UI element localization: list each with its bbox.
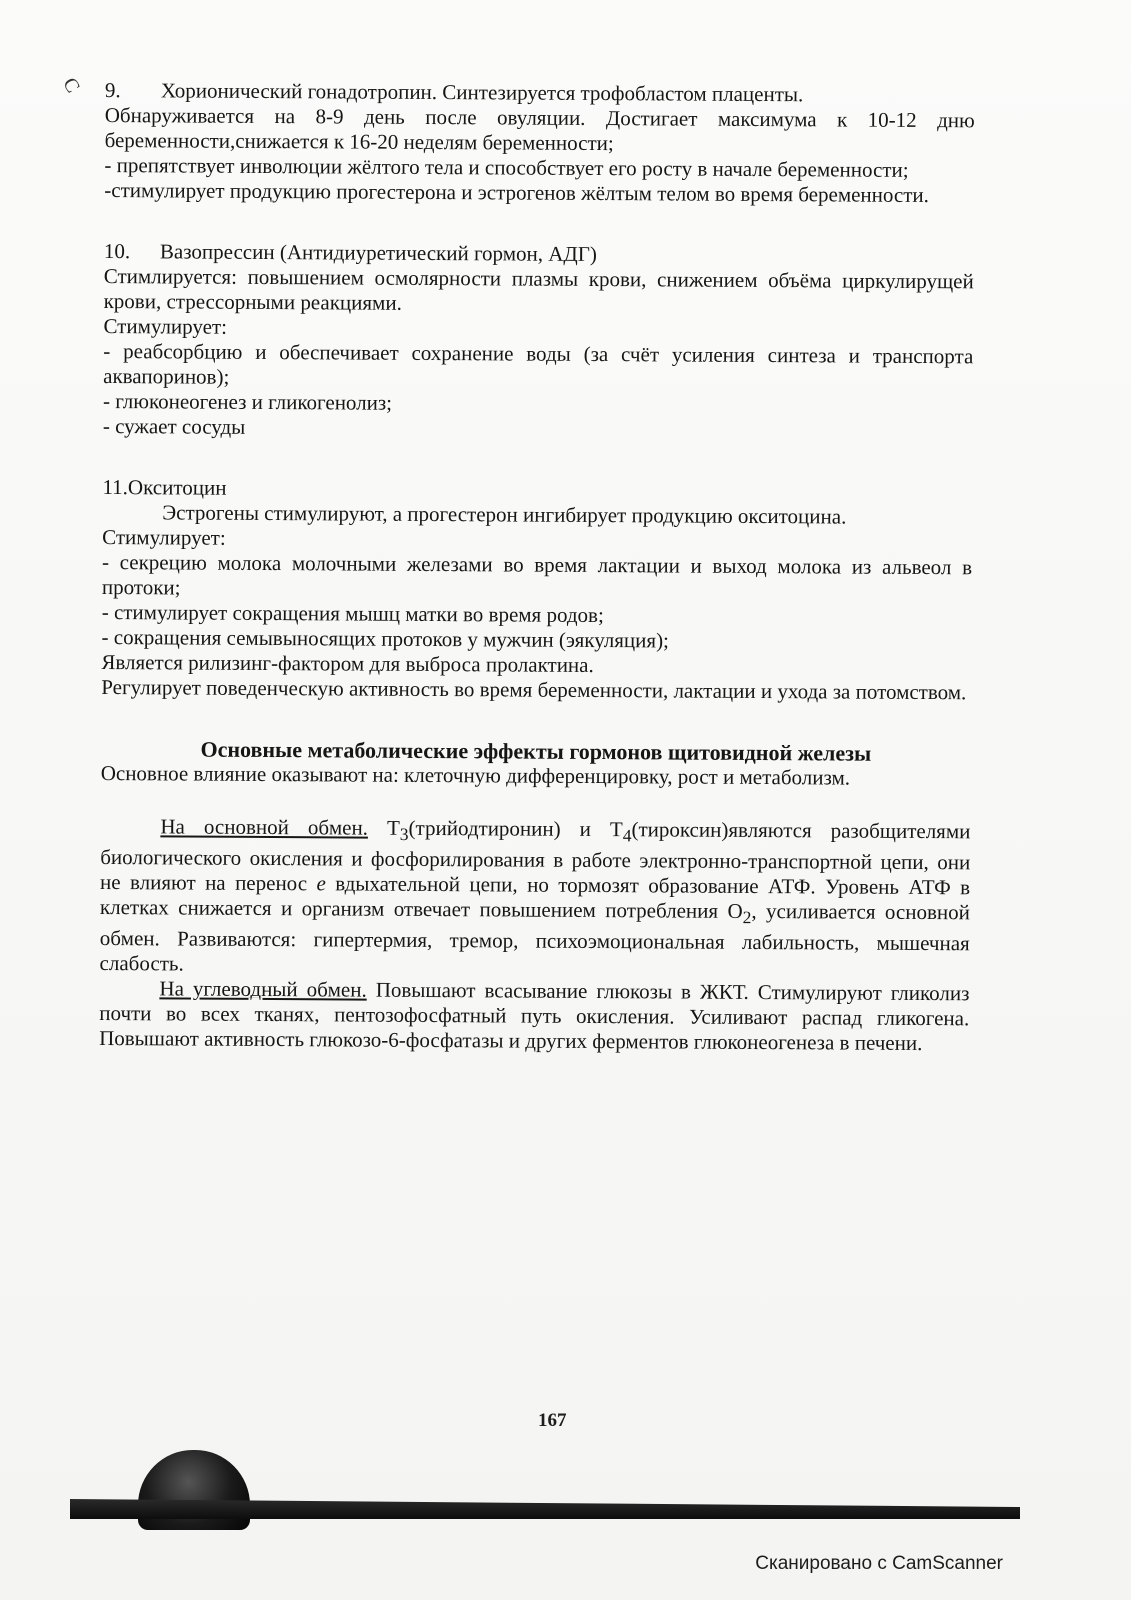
list-item: - глюконеогенез и гликогенолиз; (102, 388, 393, 415)
list-item: - сужает сосуды (102, 413, 246, 439)
list-item: - реабсорбцию и обеспечивает сохранение воды (за счёт усиления синтеза и транспорта аквапоринов); (103, 338, 974, 389)
carb-metabolism-paragraph: На углеводный обмен. Повышают всасывание глюкозы в ЖКТ. Стимулируют гликолиз почти во всех тканях, пентозофосфатный путь окисления. Усиливают распад гликогена. Повышают активность глюкозо-6-фосфатазы и других ферментов глюконеогенеза в печени. (99, 976, 970, 1056)
list-item: - секрецию молока молочными железами во время лактации и выход молока из альвеол в протоки; (101, 549, 973, 600)
section-number: 9. (104, 78, 121, 103)
margin-artifact (62, 632, 92, 712)
page-edge-shadow (70, 1499, 1020, 1519)
thyroid-intro: Основное влияние оказывают на: клеточную дифференцировку, рост и метаболизм. (100, 760, 851, 790)
section-hcg-body: Обнаруживается на 8-9 день после овуляции. Достигает максимума к 10-12 дню беременности,снижается к 16-20 неделям беременности; (104, 102, 975, 156)
oxytocin-extra: Является рилизинг-фактором для выброса пролактина. (101, 649, 594, 677)
section-number: 10. (103, 238, 131, 264)
section-vasopressin-title: 10. Вазопрессин (Антидиуретический гормон, АДГ) (103, 238, 598, 267)
stimulates-label: Стимулирует: (103, 313, 228, 339)
oxytocin-extra: Регулирует поведенческую активность во время беременности, лактации и ухода за потомством. (101, 674, 967, 705)
section-oxytocin-intro: Эстрогены стимулируют, а прогестерон ингибирует продукцию окситоцина. (162, 500, 847, 529)
section-vasopressin-stimulated: Стимлируется: повышением осмолярности плазмы крови, снижением объёма циркулирущей крови, стрессорными реакциями. (103, 263, 974, 315)
list-item: - стимулирует сокращения мышц матки во время родов; (101, 599, 604, 628)
document-body (99, 78, 975, 1057)
corner-scan-artifact: C (58, 73, 84, 97)
carb-label: На углеводный обмен. (159, 976, 367, 1002)
section-hcg-title: 9. Хорионический гонадотропин. Синтезируется трофобластом плаценты. (104, 78, 804, 107)
section-oxytocin-title: 11.Окситоцин (102, 474, 227, 500)
stimulates-label: Стимулирует: (102, 524, 226, 550)
basal-metabolism-paragraph: На основной обмен. $Т_3(трийодтиронин)$ и $Т_4(тироксин)являются$ разобщителями биологического окисления и фосфорилирования в работе электронно-транспортной цепи, они не влияют на перенос е вдыхательной цепи, но тормозят образование АТФ. Уровень АТФ в клетках снижается и организм отвечает повышением потребления $О_2$, усиливается основной обмен. Развиваются: гипертермия, тремор, психоэмоциональная лабильность, мышечная слабость. (99, 814, 971, 976)
basal-label: На основной обмен. (160, 814, 369, 840)
list-item: - сокращения семывыносящих протоков у мужчин (эякуляция); (101, 624, 670, 653)
thyroid-heading: Основные метаболические эффекты гормонов щитовидной железы (200, 736, 872, 766)
list-item: -стимулирует продукцию прогестерона и эстрогенов жёлтым телом во время беременности. (104, 177, 930, 208)
camscanner-watermark: Сканировано с CamScanner (755, 1553, 1003, 1574)
list-item: - препятствует инволюции жёлтого тела и способствует его росту в начале беременности; (104, 152, 909, 182)
page-number: 167 (538, 1410, 567, 1431)
